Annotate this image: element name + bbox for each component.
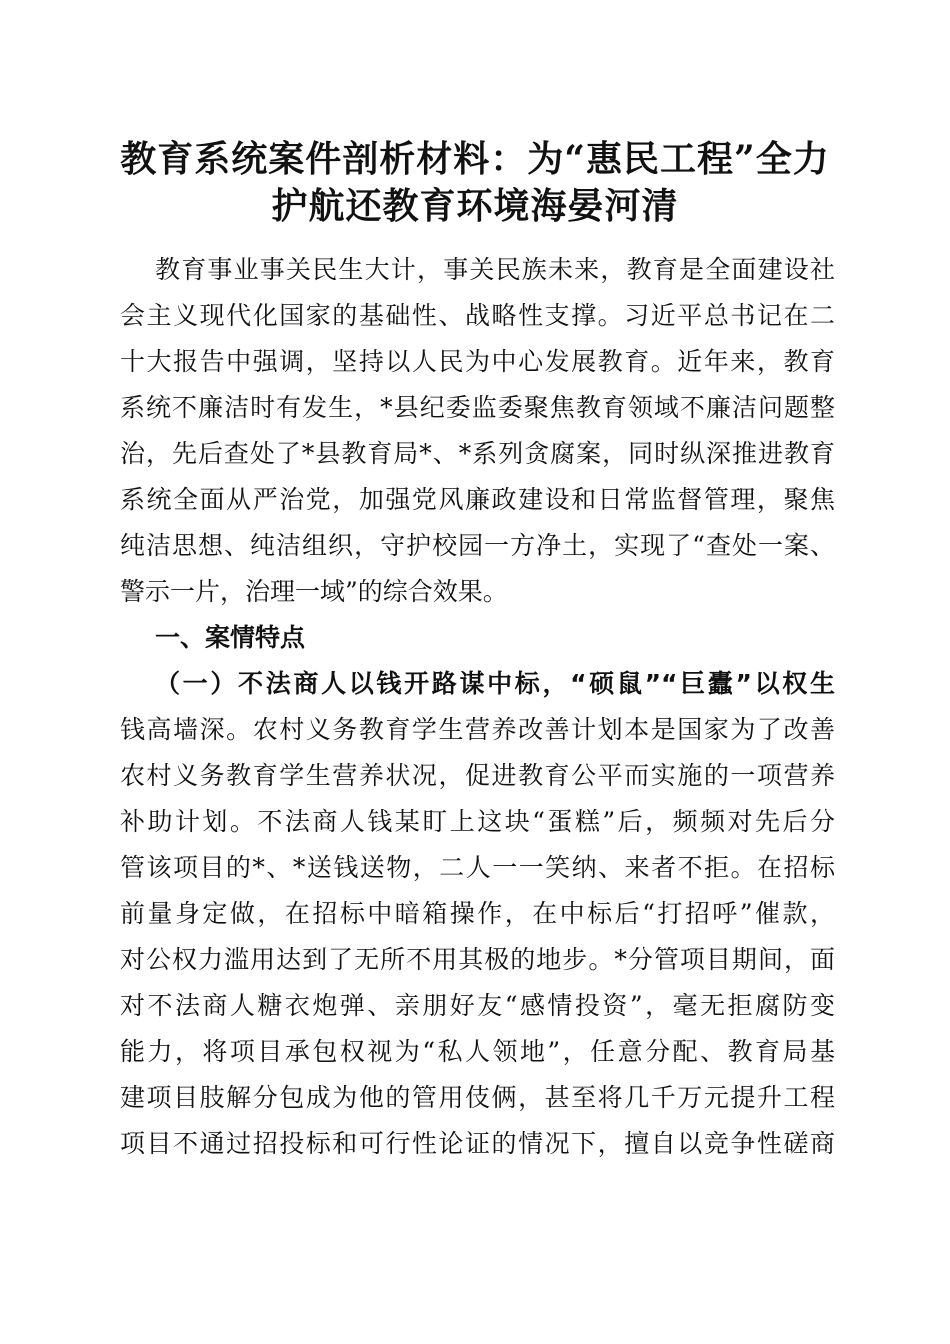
- section-heading: 一、案情特点: [155, 623, 306, 652]
- body-paragraph-line: 项目不通过招投标和可行性论证的情况下，擅自以竞争性磋商: [120, 1129, 835, 1158]
- document-title-line-2: 护航还教育环境海晏河清: [271, 185, 679, 227]
- body-paragraph-line: 能力，将项目承包权视为“私人领地”，任意分配、教育局基: [120, 1037, 835, 1066]
- intro-paragraph-line: 会主义现代化国家的基础性、战略性支撑。习近平总书记在二: [120, 301, 835, 330]
- intro-paragraph-line: 十大报告中强调，坚持以人民为中心发展教育。近年来，教育: [120, 347, 835, 376]
- body-paragraph-line: 对公权力滥用达到了无所不用其极的地步。*分管项目期间，面: [120, 945, 835, 974]
- intro-paragraph-line: 纯洁思想、纯洁组织，守护校园一方净土，实现了“查处一案、: [120, 531, 835, 560]
- intro-paragraph-line: 治，先后查处了*县教育局*、*系列贪腐案，同时纵深推进教育: [120, 439, 835, 468]
- body-paragraph-line: 农村义务教育学生营养状况，促进教育公平而实施的一项营养: [120, 761, 835, 790]
- intro-paragraph-line: 系统不廉洁时有发生，*县纪委监委聚焦教育领域不廉洁问题整: [120, 393, 835, 422]
- subsection-heading-line: （一）不法商人以钱开路谋中标，“硕鼠”“巨蠹”以权生: [155, 669, 835, 698]
- body-paragraph-line: 补助计划。不法商人钱某盯上这块“蛋糕”后，频频对先后分: [120, 807, 835, 836]
- body-paragraph-line: 建项目肢解分包成为他的管用伎俩，甚至将几千万元提升工程: [120, 1083, 835, 1112]
- body-paragraph-line: 前量身定做，在招标中暗箱操作，在中标后“打招呼”催款，: [120, 899, 835, 928]
- document-title-line-1: 教育系统案件剖析材料：为“惠民工程”全力: [120, 138, 830, 180]
- intro-paragraph-line: 系统全面从严治党，加强党风廉政建设和日常监督管理，聚焦: [120, 485, 835, 514]
- intro-paragraph-line: 教育事业事关民生大计，事关民族未来，教育是全面建设社: [155, 255, 835, 284]
- body-paragraph-line: 对不法商人糖衣炮弹、亲朋好友“感情投资”，毫无拒腐防变: [120, 991, 835, 1020]
- body-paragraph-line: 钱高墙深。农村义务教育学生营养改善计划本是国家为了改善: [120, 715, 835, 744]
- intro-paragraph-line: 警示一片，治理一域”的综合效果。: [120, 577, 508, 606]
- body-paragraph-line: 管该项目的*、*送钱送物，二人一一笑纳、来者不拒。在招标: [120, 853, 835, 882]
